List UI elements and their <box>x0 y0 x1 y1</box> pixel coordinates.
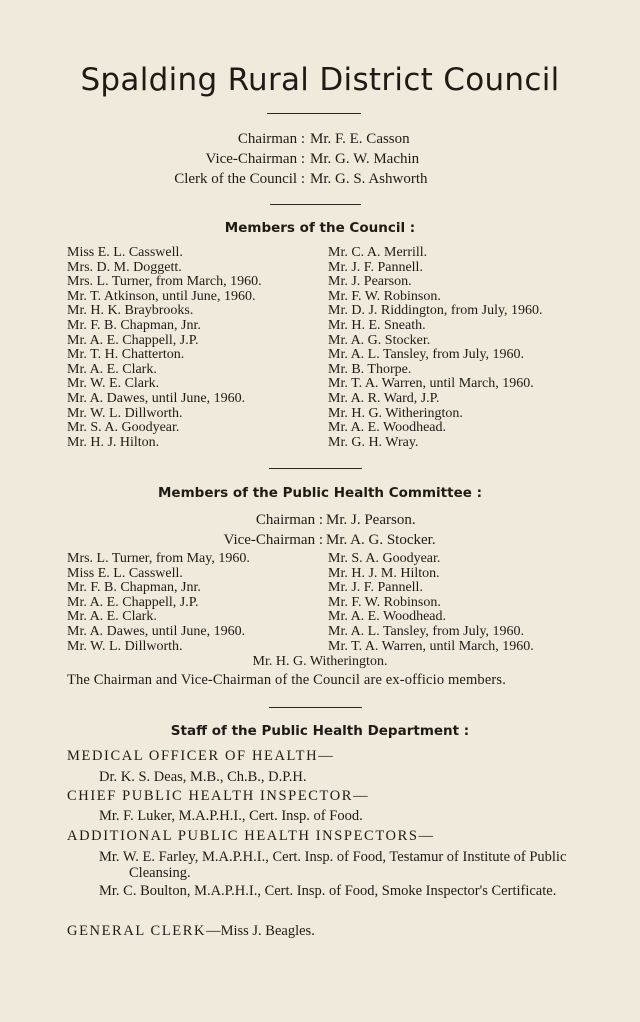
general-clerk <box>67 923 597 940</box>
list-item: Mr. C. A. Merrill. <box>328 245 428 260</box>
list-item: Mr. A. E. Clark. <box>67 361 157 377</box>
council-members-right-column <box>328 246 543 450</box>
list-item: Mr. A. L. Tansley, from July, 1960. <box>328 623 525 639</box>
committee-divider <box>269 707 362 708</box>
council-divider <box>269 468 362 469</box>
cphi-name: Mr. F. Luker, M.A.P.H.I., Cert. Insp. of Food. <box>99 808 363 824</box>
staff-heading: Staff of the Public Health Department : <box>170 723 470 739</box>
general-clerk-title: GENERAL CLERK <box>67 923 207 939</box>
ex-officio-note: The Chairman and Vice-Chairman of the Council are ex-officio members. <box>67 672 506 688</box>
list-item: Mr. F. W. Robinson. <box>328 594 441 610</box>
list-item: Mr. W. E. Clark. <box>67 376 160 392</box>
committee-vice-chairman-row <box>0 530 640 550</box>
page-title: Spalding Rural District Council <box>80 62 560 98</box>
committee-chairman-row <box>0 510 640 530</box>
list-item: Mr. A. E. Woodhead. <box>328 420 446 436</box>
list-item: Mr. F. W. Robinson. <box>328 288 441 304</box>
list-item: Mr. S. A. Goodyear. <box>328 551 441 566</box>
officers-divider <box>270 204 361 205</box>
officer-row-clerk <box>0 169 640 189</box>
list-item: Mr. T. A. Warren, until March, 1960. <box>328 638 534 654</box>
general-clerk-name: —Miss J. Beagles. <box>206 923 315 939</box>
health-committee-last-member: Mr. H. G. Witherington. <box>252 654 388 669</box>
list-item: Mr. A. G. Stocker. <box>328 332 431 348</box>
officer-name: Mr. A. G. Stocker. <box>326 532 436 548</box>
officer-name: Mr. G. W. Machin <box>310 151 420 167</box>
moh-title: MEDICAL OFFICER OF HEALTH— <box>67 748 335 764</box>
title-divider <box>267 113 361 114</box>
health-committee-heading: Members of the Public Health Committee : <box>158 485 482 501</box>
officer-name: Mr. F. E. Casson <box>310 131 410 147</box>
officer-role: Chairman : <box>237 131 305 147</box>
list-item: Mr. W. L. Dillworth. <box>67 405 183 421</box>
officer-role: Clerk of the Council : <box>174 171 305 187</box>
list-item: Mr. J. F. Pannell. <box>328 580 423 596</box>
list-item: Mrs. L. Turner, from March, 1960. <box>67 274 262 290</box>
council-members-left-column <box>67 246 262 450</box>
officer-role: Vice-Chairman : <box>205 151 305 167</box>
list-item: Mr. J. Pearson. <box>328 274 412 290</box>
health-committee-left-column <box>67 552 250 654</box>
list-item: Mr. F. B. Chapman, Jnr. <box>67 317 201 333</box>
list-item: Mr. W. L. Dillworth. <box>67 638 183 654</box>
officer-row-vice-chairman <box>0 149 640 169</box>
list-item: Mr. A. Dawes, until June, 1960. <box>67 390 246 406</box>
aphi-farley: Mr. W. E. Farley, M.A.P.H.I., Cert. Insp. of Food, Testamur of Institute of Public Cleansing. <box>99 849 567 881</box>
list-item: Miss E. L. Casswell. <box>67 565 183 581</box>
health-committee-officers <box>0 510 640 550</box>
officer-role: Chairman : <box>255 512 323 528</box>
list-item: Mr. B. Thorpe. <box>328 361 412 377</box>
list-item: Mr. J. F. Pannell. <box>328 259 423 275</box>
aphi-title: ADDITIONAL PUBLIC HEALTH INSPECTORS— <box>67 828 435 844</box>
health-committee-right-column <box>328 552 534 654</box>
list-item: Mr. A. R. Ward, J.P. <box>328 390 440 406</box>
list-item: Mr. A. E. Chappell, J.P. <box>67 332 199 348</box>
list-item: Miss E. L. Casswell. <box>67 245 183 260</box>
cphi-title: CHIEF PUBLIC HEALTH INSPECTOR— <box>67 788 370 804</box>
list-item: Mr. S. A. Goodyear. <box>67 420 180 436</box>
list-item: Mr. A. E. Woodhead. <box>328 609 446 625</box>
list-item: Mr. T. A. Warren, until March, 1960. <box>328 376 534 392</box>
list-item: Mr. T. H. Chatterton. <box>67 347 185 363</box>
list-item: Mr. G. H. Wray. <box>328 434 419 450</box>
list-item: Mr. H. K. Braybrooks. <box>67 303 194 319</box>
list-item: Mr. F. B. Chapman, Jnr. <box>67 580 201 596</box>
list-item: Mr. H. E. Sneath. <box>328 317 426 333</box>
list-item: Mr. H. J. Hilton. <box>67 434 160 450</box>
list-item: Mr. A. Dawes, until June, 1960. <box>67 623 246 639</box>
list-item: Mr. D. J. Riddington, from July, 1960. <box>328 303 543 319</box>
council-members-heading: Members of the Council : <box>224 220 416 236</box>
aphi-boulton: Mr. C. Boulton, M.A.P.H.I., Cert. Insp. of Food, Smoke Inspector's Certificate. <box>99 883 557 899</box>
officer-name: Mr. G. S. Ashworth <box>310 171 428 187</box>
list-item: Mrs. D. M. Doggett. <box>67 259 182 275</box>
officer-name: Mr. J. Pearson. <box>326 512 416 528</box>
officer-row-chairman <box>0 129 640 149</box>
list-item: Mrs. L. Turner, from May, 1960. <box>67 551 250 566</box>
list-item: Mr. H. J. M. Hilton. <box>328 565 440 581</box>
list-item: Mr. H. G. Witherington. <box>328 405 463 421</box>
council-officers <box>0 129 640 189</box>
list-item: Mr. A. E. Chappell, J.P. <box>67 594 199 610</box>
list-item: Mr. A. L. Tansley, from July, 1960. <box>328 347 525 363</box>
officer-role: Vice-Chairman : <box>223 532 323 548</box>
list-item: Mr. A. E. Clark. <box>67 609 157 625</box>
list-item: Mr. T. Atkinson, until June, 1960. <box>67 288 256 304</box>
moh-name: Dr. K. S. Deas, M.B., Ch.B., D.P.H. <box>99 769 307 785</box>
